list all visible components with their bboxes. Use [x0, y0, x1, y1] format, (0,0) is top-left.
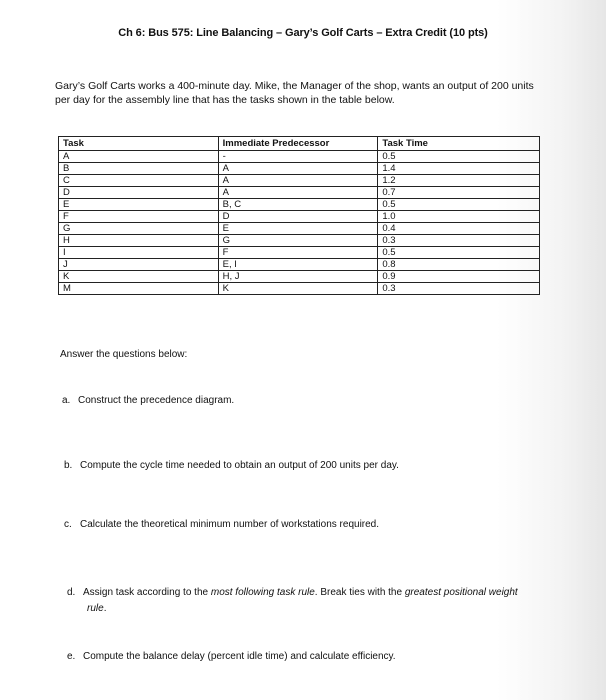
task-table — [58, 136, 540, 295]
question-d-part2: . Break ties with the — [314, 587, 405, 598]
predecessor-cell: A — [218, 163, 378, 175]
predecessor-cell: A — [218, 175, 378, 187]
predecessor-cell: D — [218, 211, 378, 223]
task-time-cell: 0.5 — [378, 151, 540, 163]
table-row — [59, 247, 540, 259]
question-d-period: . — [103, 603, 107, 614]
question-e-text: Compute the balance delay (percent idle time) and calculate efficiency. — [83, 651, 396, 662]
task-time-cell: 0.8 — [378, 259, 540, 271]
table-row — [59, 223, 540, 235]
header-task-time: Task Time — [378, 137, 540, 151]
question-e-letter: e. — [67, 651, 76, 662]
task-time-cell: 0.3 — [378, 235, 540, 247]
predecessor-cell: A — [218, 187, 378, 199]
task-cell: M — [59, 283, 219, 295]
predecessor-cell: E — [218, 223, 378, 235]
predecessor-cell: B, C — [218, 199, 378, 211]
question-a — [62, 395, 234, 406]
question-b-letter: b. — [64, 460, 73, 471]
task-time-cell: 1.4 — [378, 163, 540, 175]
task-cell: C — [59, 175, 219, 187]
predecessor-cell: H, J — [218, 271, 378, 283]
intro-paragraph: Gary’s Golf Carts works a 400-minute day. Mike, the Manager of the shop, wants an output of 200 units per day for the assembly line that has the tasks shown in the table below. — [55, 80, 534, 106]
task-cell: E — [59, 199, 219, 211]
predecessor-cell: E, I — [218, 259, 378, 271]
table-row — [59, 271, 540, 283]
question-d-tiebreak-emphasis: greatest positional weight — [404, 587, 518, 598]
question-d-rule-emphasis: most following task rule — [210, 587, 315, 598]
question-c — [64, 519, 379, 530]
table-row — [59, 151, 540, 163]
table-row — [59, 187, 540, 199]
table-row — [59, 235, 540, 247]
task-time-cell: 0.7 — [378, 187, 540, 199]
page-title: Ch 6: Bus 575: Line Balancing – Gary’s Golf Carts – Extra Credit (10 pts) — [118, 27, 488, 39]
task-time-cell: 0.4 — [378, 223, 540, 235]
task-time-cell: 0.3 — [378, 283, 540, 295]
task-cell: I — [59, 247, 219, 259]
task-time-cell: 1.0 — [378, 211, 540, 223]
question-e — [67, 651, 396, 662]
task-time-cell: 0.5 — [378, 199, 540, 211]
table-row — [59, 283, 540, 295]
predecessor-cell: G — [218, 235, 378, 247]
header-immediate-predecessor: Immediate Predecessor — [218, 137, 378, 151]
task-cell: H — [59, 235, 219, 247]
predecessor-cell: - — [218, 151, 378, 163]
question-b-text: Compute the cycle time needed to obtain an output of 200 units per day. — [80, 460, 399, 471]
task-time-cell: 1.2 — [378, 175, 540, 187]
question-d-letter: d. — [67, 587, 76, 598]
task-time-cell: 0.5 — [378, 247, 540, 259]
table-header-row — [59, 137, 540, 151]
question-c-text: Calculate the theoretical minimum number of workstations required. — [80, 519, 380, 530]
answer-instructions: Answer the questions below: — [60, 349, 188, 360]
question-d-part1: Assign task according to the — [83, 587, 211, 598]
question-d — [67, 585, 547, 617]
table-row — [59, 199, 540, 211]
question-b — [64, 460, 399, 471]
task-time-cell: 0.9 — [378, 271, 540, 283]
task-cell: F — [59, 211, 219, 223]
predecessor-cell: F — [218, 247, 378, 259]
table-row — [59, 259, 540, 271]
table-row — [59, 211, 540, 223]
table-row — [59, 175, 540, 187]
task-cell: G — [59, 223, 219, 235]
question-d-rule-word: rule — [87, 603, 104, 614]
question-a-text: Construct the precedence diagram. — [78, 395, 235, 406]
header-task: Task — [59, 137, 219, 151]
task-cell: D — [59, 187, 219, 199]
task-cell: K — [59, 271, 219, 283]
question-a-letter: a. — [62, 395, 71, 406]
task-table-body — [59, 151, 540, 295]
table-row — [59, 163, 540, 175]
predecessor-cell: K — [218, 283, 378, 295]
task-cell: J — [59, 259, 219, 271]
task-cell: B — [59, 163, 219, 175]
question-c-letter: c. — [64, 519, 72, 530]
task-cell: A — [59, 151, 219, 163]
